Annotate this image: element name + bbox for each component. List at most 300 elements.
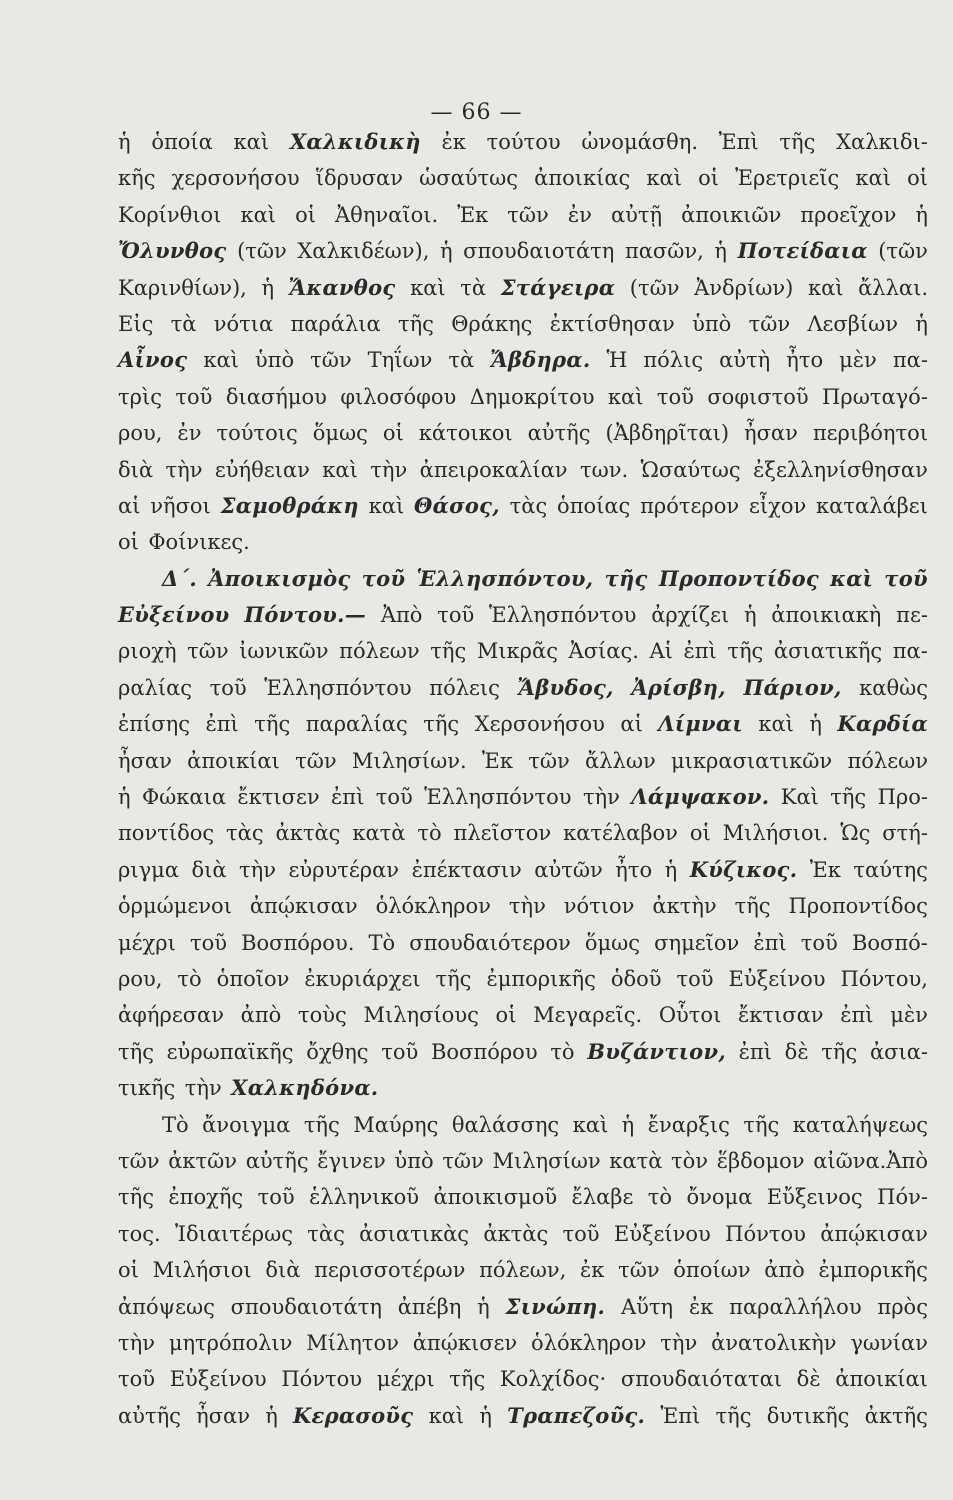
word: Αὕτη bbox=[620, 1294, 674, 1319]
word: τούτοις bbox=[216, 421, 298, 446]
word: καταλήψεως bbox=[792, 1112, 928, 1137]
word: ἐπίσης bbox=[118, 712, 190, 737]
word: πα- bbox=[892, 348, 928, 373]
word: Μικρᾶς bbox=[476, 639, 558, 664]
word: τοῦ bbox=[437, 603, 475, 628]
word: Προ- bbox=[877, 785, 928, 810]
word: Ἑλλησπόντου bbox=[424, 785, 572, 810]
text-line bbox=[118, 379, 928, 415]
word: καὶ bbox=[758, 712, 794, 737]
text-line bbox=[118, 597, 928, 633]
word: οἱ bbox=[118, 1258, 139, 1283]
word: Ἑλλησπόντου bbox=[489, 603, 637, 628]
word: ἀσια- bbox=[869, 1039, 928, 1064]
emphasized-word: Σινώπη. bbox=[505, 1293, 606, 1319]
word: καὶ bbox=[410, 275, 446, 300]
word: ἡ bbox=[743, 603, 757, 628]
word: ἦσαν bbox=[196, 1403, 250, 1428]
word: ἐκ bbox=[688, 1294, 714, 1319]
word: τῆς bbox=[118, 1185, 154, 1210]
word: αὐτῆς bbox=[527, 421, 591, 446]
word: ἡ bbox=[714, 239, 727, 264]
word: τῆς bbox=[397, 311, 434, 336]
word: ἐποχῆς bbox=[168, 1185, 244, 1210]
word: δυτικῆς bbox=[766, 1403, 850, 1428]
word: Ἀπὸ bbox=[380, 603, 423, 628]
word: σπουδαιοτάτη bbox=[463, 239, 615, 264]
word: τῶν bbox=[507, 202, 549, 227]
text-line bbox=[118, 997, 928, 1033]
word: πρὸς bbox=[877, 1294, 928, 1319]
word: τοῦ bbox=[209, 675, 247, 700]
emphasized-word: Εὐξείνου bbox=[118, 602, 230, 628]
word: τὰς bbox=[509, 493, 548, 518]
word: Ἡ bbox=[606, 348, 628, 373]
word: ἀσιατικὰς bbox=[359, 1221, 470, 1246]
word: προεῖχον bbox=[800, 202, 897, 227]
word: ἀπειροκαλίαν bbox=[419, 457, 568, 482]
emphasized-word: τῆς bbox=[604, 565, 648, 591]
emphasized-word: Λίμναι bbox=[658, 711, 743, 737]
word: αὐτὴ bbox=[719, 348, 771, 373]
word: κάτοικοι bbox=[418, 421, 513, 446]
word: μὲν bbox=[839, 348, 877, 373]
word: τῆς bbox=[254, 712, 291, 737]
word: ρου, bbox=[118, 421, 163, 446]
word: Ἐπὶ bbox=[660, 1403, 701, 1428]
word: Πόν- bbox=[877, 1185, 928, 1210]
word: σπουδαιότερον bbox=[409, 930, 571, 955]
emphasized-word: Αἶνος bbox=[118, 347, 188, 373]
word: Μεγαρεῖς. bbox=[533, 1003, 643, 1028]
word: ἔλαβε bbox=[571, 1185, 634, 1210]
word: αἱ bbox=[620, 712, 643, 737]
word: τὴν bbox=[118, 1330, 155, 1355]
word: νότια bbox=[213, 311, 274, 336]
word: Ἀσίας. bbox=[568, 639, 639, 664]
word: ἰωνικῶν bbox=[239, 639, 329, 664]
word: ἡ bbox=[809, 712, 822, 737]
word: ἐπέκτασιν bbox=[411, 857, 522, 882]
word: ποντίδος bbox=[118, 821, 215, 846]
word: μέχρι bbox=[118, 930, 176, 955]
text-line bbox=[118, 1361, 928, 1397]
word: κατὰ bbox=[609, 1148, 663, 1173]
word: ἐπὶ bbox=[331, 785, 365, 810]
word: δὲ bbox=[784, 1039, 809, 1064]
word: ἀπόψεως bbox=[118, 1294, 215, 1319]
word: τὰ bbox=[448, 348, 475, 373]
text-line bbox=[118, 1070, 928, 1106]
word: Ἐκ bbox=[457, 202, 489, 227]
word: τῶν bbox=[295, 748, 337, 773]
word: Ἰδιαιτέρως bbox=[175, 1221, 293, 1246]
word: ἡ bbox=[915, 202, 928, 227]
text-line bbox=[118, 524, 928, 560]
word: (τῶν bbox=[629, 275, 680, 300]
word: ὅμως bbox=[312, 421, 368, 446]
word: περιβόητοι bbox=[812, 421, 928, 446]
word: σοφιστοῦ bbox=[707, 384, 809, 409]
word: ἀπέβη bbox=[397, 1294, 462, 1319]
word: τῆς bbox=[715, 1403, 752, 1428]
word: τοῦ bbox=[381, 1039, 419, 1064]
word: ἡ bbox=[915, 311, 928, 336]
word: χερσονήσου bbox=[171, 166, 300, 191]
word: Μιλησίων. bbox=[351, 748, 467, 773]
text-line bbox=[118, 233, 928, 269]
word: τοῦ bbox=[375, 785, 413, 810]
word: (τῶν bbox=[878, 239, 928, 264]
emphasized-word: Ἄβυδος, bbox=[517, 674, 614, 700]
word: Οὗτοι bbox=[658, 1003, 722, 1028]
emphasized-word: Ὄλυνθος bbox=[118, 238, 227, 264]
text-line bbox=[118, 1179, 928, 1215]
text-line bbox=[118, 1143, 928, 1179]
word: ἐπὶ bbox=[738, 1039, 772, 1064]
word: καὶ bbox=[807, 275, 844, 300]
word: Ἐρετριεῖς bbox=[735, 166, 840, 191]
word: ἀκτὰς bbox=[483, 1221, 549, 1246]
emphasized-word: Τραπεζοῦς. bbox=[507, 1402, 646, 1428]
word: ἔναρξις bbox=[647, 1112, 730, 1137]
emphasized-word: Χαλκιδικὴ bbox=[289, 129, 421, 154]
word: καὶ bbox=[233, 130, 270, 154]
word: κῆς bbox=[118, 166, 156, 191]
word: Εὔξεινος bbox=[766, 1185, 863, 1210]
text-line bbox=[118, 270, 928, 306]
word: κατὰ bbox=[352, 821, 406, 846]
word: πόλις bbox=[643, 348, 704, 373]
word: αὐτῆς bbox=[118, 1403, 181, 1428]
word: νῆσοι bbox=[150, 493, 211, 518]
word: ἡ bbox=[261, 275, 275, 300]
emphasized-word: Πάριον, bbox=[743, 674, 842, 700]
word: τικῆς bbox=[118, 1076, 176, 1101]
word: τὴν bbox=[184, 1076, 222, 1101]
text-line bbox=[118, 633, 928, 669]
word: θαλάσσης bbox=[451, 1112, 560, 1137]
word: διὰ bbox=[265, 1258, 301, 1283]
word: τῶν bbox=[442, 1148, 484, 1173]
emphasized-word: Ἀρίσβη, bbox=[631, 674, 726, 700]
word: μικρασιατικῶν bbox=[671, 748, 833, 773]
word: καὶ bbox=[607, 384, 644, 409]
word: πασῶν, bbox=[624, 239, 704, 264]
emphasized-word: Ποτείδαια bbox=[737, 238, 868, 264]
word: ὑπὸ bbox=[394, 1148, 434, 1173]
word: τὴν bbox=[165, 457, 203, 482]
word: τὸ bbox=[177, 966, 202, 991]
word: Βοσπό- bbox=[851, 930, 928, 955]
word: ἐκτίσθησαν bbox=[549, 311, 675, 336]
word: ἦτο bbox=[786, 348, 824, 373]
emphasized-word: Θάσος, bbox=[414, 492, 500, 518]
word: τὰς bbox=[307, 1221, 345, 1246]
word: τῶν bbox=[528, 748, 570, 773]
word: τὴν bbox=[370, 457, 408, 482]
emphasized-word: Βυζάντιον, bbox=[587, 1038, 726, 1064]
word: Λεσβίων bbox=[807, 311, 899, 336]
word: ὡσαύτως bbox=[419, 166, 519, 191]
word: γωνίαν bbox=[850, 1330, 928, 1355]
emphasized-word: Κερασοῦς bbox=[293, 1402, 414, 1428]
word: ἔκτισεν bbox=[237, 785, 320, 810]
word: ἐμπορικῆς bbox=[818, 1258, 928, 1283]
word: ἀπῴκισαν bbox=[820, 1221, 928, 1246]
word: Εὐξείνου bbox=[613, 1221, 711, 1246]
word: καὶ bbox=[646, 166, 682, 191]
word: Πόντου bbox=[725, 1221, 806, 1246]
word: ἔγινεν bbox=[317, 1148, 386, 1173]
word: τοὺς bbox=[298, 1003, 347, 1028]
word: Καρινθίων), bbox=[118, 275, 247, 300]
word: ὁποῖον bbox=[216, 966, 290, 991]
word: Πόντου, bbox=[840, 966, 928, 991]
word: πόλεις bbox=[429, 675, 500, 700]
word: Ὡσαύτως bbox=[640, 457, 741, 482]
word: παραλίας bbox=[305, 712, 408, 737]
word: κατέλαβον bbox=[563, 821, 678, 846]
word: ὁποίας bbox=[557, 493, 631, 518]
word: ἀποικιακὴ bbox=[771, 603, 882, 628]
word: Χερσονήσου bbox=[474, 712, 605, 737]
word: ἀποικίαι bbox=[187, 748, 280, 773]
text-line bbox=[118, 452, 928, 488]
word: τοῦ bbox=[189, 930, 227, 955]
word: ἐπὶ bbox=[683, 639, 717, 664]
word: Μαύρης bbox=[353, 1112, 439, 1137]
word: ὠνομάσθη. bbox=[581, 130, 699, 154]
word: ἐπὶ bbox=[753, 930, 787, 955]
text-line bbox=[118, 1034, 928, 1070]
emphasized-word: Δ΄. bbox=[162, 565, 198, 591]
text-line bbox=[118, 160, 928, 196]
text-line bbox=[118, 1216, 928, 1252]
word: πρότερον bbox=[640, 493, 740, 518]
word: Φώκαια bbox=[141, 785, 227, 810]
word: παραλλήλου bbox=[729, 1294, 862, 1319]
page-number: — 66 — bbox=[430, 100, 523, 125]
text-line bbox=[118, 779, 928, 815]
word: τῆς bbox=[449, 1367, 486, 1392]
text-line bbox=[118, 1107, 928, 1143]
word: ἀπῴκισαν bbox=[249, 894, 358, 919]
word: Τὸ bbox=[368, 930, 396, 955]
word: πόλεων bbox=[339, 639, 420, 664]
word: (Ἀβδηρῖται) bbox=[605, 421, 730, 446]
word: τούτου bbox=[486, 130, 561, 154]
word: καὶ bbox=[322, 457, 358, 482]
text-line bbox=[118, 888, 928, 924]
word: ἔκτισαν bbox=[738, 1003, 824, 1028]
word: ἐπὶ bbox=[205, 712, 239, 737]
word: Εὐξείνου bbox=[728, 966, 826, 991]
word: ἀκτὰς bbox=[275, 821, 341, 846]
word: μέχρι bbox=[376, 1367, 435, 1392]
word: ἡ bbox=[118, 785, 131, 810]
word: ἐπὶ bbox=[840, 1003, 874, 1028]
word: τὰ bbox=[460, 275, 487, 300]
word: φιλοσόφου bbox=[340, 384, 457, 409]
word: Κορίνθιοι bbox=[118, 202, 222, 227]
word: Δημοκρίτου bbox=[469, 384, 595, 409]
word: ἀρχίζει bbox=[651, 603, 730, 628]
word: ἀκτὴν bbox=[652, 894, 717, 919]
word: Μιλησίων bbox=[492, 1148, 601, 1173]
word: Προποντίδος bbox=[788, 894, 928, 919]
text-line bbox=[118, 306, 928, 342]
word: Φοίνικες. bbox=[148, 530, 250, 555]
word: διὰ bbox=[118, 457, 154, 482]
word: διασήμου bbox=[225, 384, 327, 409]
word: ὅμως bbox=[584, 930, 641, 955]
word: ἄλλαι. bbox=[858, 275, 928, 300]
emphasized-word: τοῦ bbox=[884, 565, 928, 591]
word: μητρόπολιν bbox=[168, 1330, 293, 1355]
word: νότιον bbox=[563, 894, 635, 919]
word: ἀκτῶν bbox=[168, 1148, 238, 1173]
word: Χαλκιδι- bbox=[836, 130, 928, 154]
emphasized-word: Προποντίδος bbox=[658, 565, 819, 591]
word: καὶ bbox=[368, 493, 405, 518]
word: ἐκ bbox=[579, 1258, 605, 1283]
text-line bbox=[118, 1398, 928, 1434]
word: Μιλήσιοι bbox=[152, 1258, 252, 1283]
word: ἀπὸ bbox=[764, 1258, 805, 1283]
word: καὶ bbox=[572, 1112, 609, 1137]
word: ὄνομα bbox=[686, 1185, 753, 1210]
text-line bbox=[118, 925, 928, 961]
word: αὐτῇ bbox=[610, 202, 663, 227]
word: Ἐκ bbox=[809, 857, 841, 882]
word: ἀκτῆς bbox=[864, 1403, 928, 1428]
word: Εὐξείνου bbox=[169, 1367, 267, 1392]
word: Εἰς bbox=[118, 311, 154, 336]
word: Πρωταγό- bbox=[822, 384, 928, 409]
word: Βοσπόρου. bbox=[241, 930, 355, 955]
word: ὁδοῦ bbox=[610, 966, 662, 991]
word: Ἐκ bbox=[481, 748, 513, 773]
word: ἐκυριάρχει bbox=[304, 966, 421, 991]
emphasized-word: Ἄκανθος bbox=[288, 274, 396, 300]
word: Ἑλλησπόντου bbox=[264, 675, 412, 700]
word: τῆς bbox=[435, 966, 472, 991]
word: πε- bbox=[896, 603, 928, 628]
word: ἀποικιῶν bbox=[681, 202, 782, 227]
emphasized-word: Ἀποικισμὸς bbox=[208, 565, 351, 591]
word: ὁλόκληρον bbox=[375, 894, 491, 919]
word: ἡ bbox=[265, 1403, 278, 1428]
word: τοῦ bbox=[562, 1221, 600, 1246]
word: διὰ bbox=[191, 857, 227, 882]
text-line bbox=[118, 743, 928, 779]
word: ἐξελληνίσθησαν bbox=[753, 457, 928, 482]
word: οἱ bbox=[382, 421, 404, 446]
emphasized-word: Στάγειρα bbox=[500, 274, 616, 300]
emphasized-word: καὶ bbox=[830, 565, 874, 591]
word: ριγμα bbox=[118, 857, 179, 882]
word: στή- bbox=[882, 821, 928, 846]
word: ὁλόκληρον bbox=[531, 1330, 647, 1355]
emphasized-word: Ἄβδηρα. bbox=[490, 347, 591, 373]
word: τῆς bbox=[779, 130, 816, 154]
word: ἦσαν bbox=[744, 421, 798, 446]
word: καταλάβει bbox=[816, 493, 928, 518]
word: αἱ bbox=[118, 493, 141, 518]
word: τὴν bbox=[660, 1330, 698, 1355]
word: καὶ bbox=[428, 1403, 465, 1428]
word: τρὶς bbox=[118, 384, 162, 409]
word: τῆς bbox=[830, 785, 867, 810]
word: ριοχὴ bbox=[118, 639, 177, 664]
word: τὸν bbox=[671, 1148, 709, 1173]
word: εὐρυτέραν bbox=[288, 857, 400, 882]
word: δὲ bbox=[796, 1367, 821, 1392]
text-line bbox=[118, 852, 928, 888]
emphasized-word: Σαμοθράκη bbox=[220, 492, 359, 518]
text-line bbox=[118, 124, 928, 160]
word: πόλεων, bbox=[479, 1258, 567, 1283]
word: σημεῖον bbox=[654, 930, 740, 955]
word: Μιλήσιοι. bbox=[722, 821, 829, 846]
word: τῆς bbox=[303, 1112, 340, 1137]
word: ταύτης bbox=[853, 857, 928, 882]
word: των. bbox=[580, 457, 629, 482]
word: τὴν bbox=[508, 894, 546, 919]
word: ἀφήρεσαν bbox=[118, 1003, 224, 1028]
word: τὸ bbox=[647, 1185, 673, 1210]
word: Μίλητον bbox=[306, 1330, 399, 1355]
word: Ἐπὶ bbox=[718, 130, 759, 154]
word: οἱ bbox=[689, 821, 711, 846]
word: ὁρμώμενοι bbox=[118, 894, 232, 919]
word: καὶ bbox=[855, 166, 891, 191]
word: Τὸ bbox=[162, 1112, 189, 1137]
text-body bbox=[118, 124, 928, 1434]
word: τῆς bbox=[734, 894, 771, 919]
word: ἀσιατικῆς bbox=[773, 639, 883, 664]
word: εὐήθειαν bbox=[214, 457, 310, 482]
word: Θράκης bbox=[451, 311, 533, 336]
word: Ὡς bbox=[840, 821, 871, 846]
text-line bbox=[118, 197, 928, 233]
word: ἐν bbox=[177, 421, 202, 446]
text-line bbox=[118, 706, 928, 742]
word: οἱ bbox=[698, 166, 719, 191]
word: Ἀνδρίων) bbox=[694, 275, 794, 300]
word: τοῦ bbox=[257, 1185, 295, 1210]
word: Καὶ bbox=[780, 785, 819, 810]
word: οἱ bbox=[907, 166, 928, 191]
word: Πόντου bbox=[281, 1367, 363, 1392]
word: τῶν bbox=[187, 639, 229, 664]
word: ἵδρυσαν bbox=[315, 166, 403, 191]
word: παράλια bbox=[290, 311, 381, 336]
word: τὰ bbox=[170, 311, 197, 336]
word: ραλίας bbox=[118, 675, 193, 700]
word: ὑπὸ bbox=[692, 311, 732, 336]
emphasized-word: Καρδία bbox=[837, 711, 928, 737]
word: ἡ bbox=[477, 1294, 490, 1319]
text-line bbox=[118, 415, 928, 451]
word: Χαλκιδέων), bbox=[297, 239, 430, 264]
text-line bbox=[118, 1252, 928, 1288]
word: Ἀθηναῖοι. bbox=[335, 202, 439, 227]
word: τῶν bbox=[748, 311, 791, 336]
word: ἀποικισμοῦ bbox=[433, 1185, 558, 1210]
word: τοῦ bbox=[656, 384, 694, 409]
